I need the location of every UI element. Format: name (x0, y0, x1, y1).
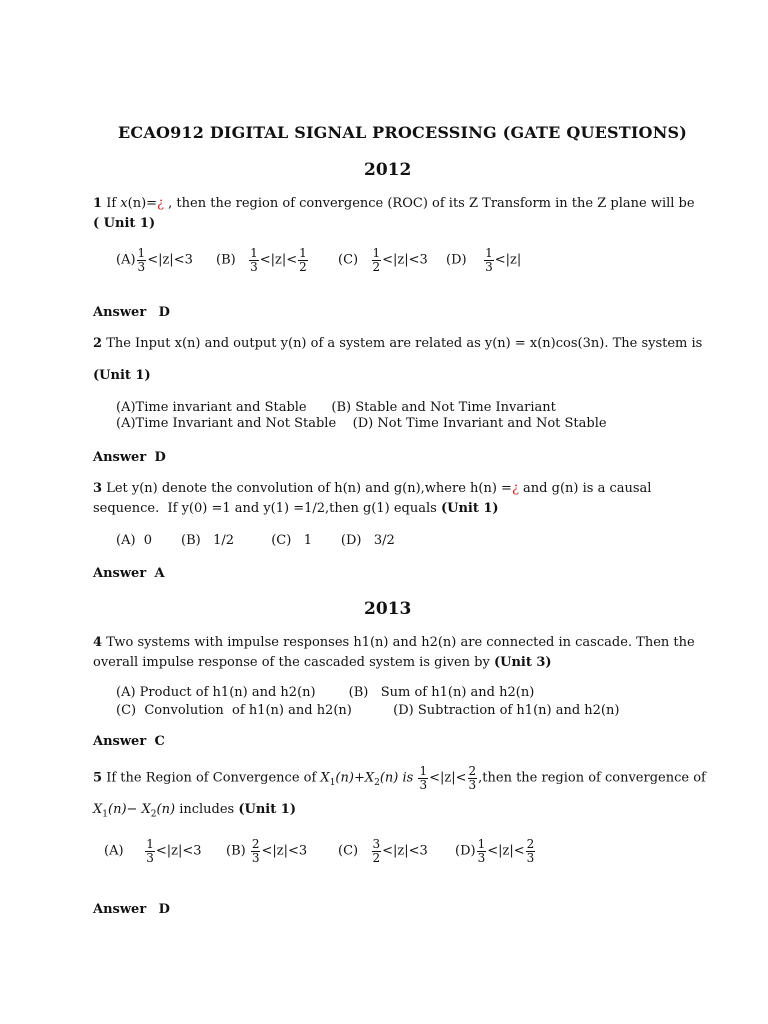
q5-answer: Answer D (93, 902, 170, 917)
question-1-text: 1 If x(n)=¿ , then the region of convergence (ROC) of its Z Transform in the Z plane will be (93, 196, 695, 211)
q4-options-line-1: (A) Product of h1(n) and h2(n) (B) Sum of h1(n) and h2(n) (116, 685, 535, 700)
q2-options-line-2: (A)Time Invariant and Not Stable (D) Not Time Invariant and Not Stable (116, 416, 607, 431)
question-4-text-line-2: overall impulse response of the cascaded system is given by (Unit 3) (93, 655, 552, 670)
q5-option-c: (C) $\frac{3}{2}$ <|z|<3 (338, 837, 428, 865)
q5-option-b: (B) $\frac{2}{3}$ <|z|<3 (226, 837, 308, 865)
q2-answer: Answer D (93, 450, 166, 465)
question-5-text-line-2: $X_1(n)- X_2(n)$ includes (Unit 1) (93, 802, 296, 820)
question-4-text: 4 Two systems with impulse responses h1(n) and h2(n) are connected in cascade. Then the (93, 635, 695, 650)
q1-option-a: (A) $\frac{1}{3}$ <|z|<3 (116, 246, 193, 274)
question-number: 1 (93, 196, 103, 211)
year-heading-2013: 2013 (364, 599, 412, 619)
document-title: ECAO912 DIGITAL SIGNAL PROCESSING (GATE QUESTIONS) (118, 123, 688, 142)
q1-option-b: (B) $\frac{1}{3}$ <|z|< $\frac{1}{2}$ (216, 246, 307, 274)
q5-option-d: (D) $\frac{1}{3}$ <|z|< $\frac{2}{3}$ (455, 837, 535, 865)
question-3-text: 3 Let y(n) denote the convolution of h(n) and g(n),where h(n) =¿ and g(n) is a causal (93, 481, 652, 496)
question-5-text: 5 If the Region of Convergence of $X_1(n)+X_2(n)$ is $\frac{1}{3}$ <|z|< $\frac{2}{3}$ ,then the region of convergence of (93, 764, 706, 792)
q5-option-a: (A) $\frac{1}{3}$ <|z|<3 (104, 837, 202, 865)
question-2-text: 2 The Input x(n) and output y(n) of a system are related as y(n) = x(n)cos(3n). The system is (93, 336, 703, 351)
q3-answer: Answer A (93, 566, 165, 581)
question-2-unit: (Unit 1) (93, 368, 151, 383)
question-3-text-line-2: sequence. If y(0) =1 and y(1) =1/2,then g(1) equals (Unit 1) (93, 501, 499, 516)
q4-options-line-2: (C) Convolution of h1(n) and h2(n) (D) Subtraction of h1(n) and h2(n) (116, 703, 620, 718)
year-heading-2012: 2012 (364, 160, 412, 180)
q4-answer: Answer C (93, 734, 165, 749)
q1-option-d: (D) $\frac{1}{3}$ <|z| (446, 246, 522, 274)
q3-options: (A) 0 (B) 1/2 (C) 1 (D) 3/2 (116, 533, 395, 548)
q1-option-c: (C) $\frac{1}{2}$ <|z|<3 (338, 246, 428, 274)
q1-answer: Answer D (93, 305, 170, 320)
q2-options-line-1: (A)Time invariant and Stable (B) Stable and Not Time Invariant (116, 400, 556, 415)
question-1-unit: ( Unit 1) (93, 216, 156, 231)
